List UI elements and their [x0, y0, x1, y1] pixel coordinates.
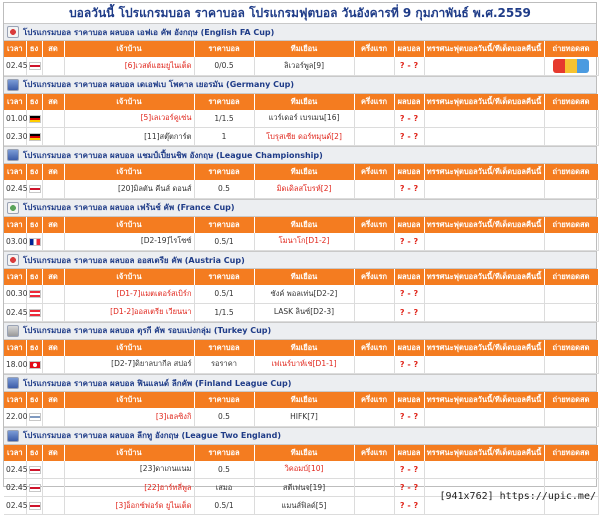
- match-result[interactable]: ? - ?: [394, 479, 424, 497]
- table-row: [4, 128, 598, 146]
- league-name[interactable]: โปรแกรมบอล ราคาบอล ผลบอล ฟินแลนด์ ลีกคัพ (Finland League Cup): [23, 377, 291, 390]
- analysis-cell[interactable]: [424, 233, 544, 251]
- cup-icon: [7, 430, 19, 442]
- result-header: ผลบอล: [394, 340, 424, 356]
- time-header: เวลา: [4, 392, 26, 408]
- home-team[interactable]: [5]เลเวอร์คูเซ่น: [64, 110, 194, 128]
- odds: 0.5/1: [194, 233, 254, 251]
- match-table: [4, 269, 599, 322]
- home-team[interactable]: [D1-7]แมตเตอร์สเบิร์ก: [64, 285, 194, 303]
- table-row: [4, 461, 598, 479]
- away-header: ทีมเยือน: [254, 340, 354, 356]
- home-team[interactable]: [23]ดาเกนแนม: [64, 461, 194, 479]
- flag-at-icon: [29, 290, 41, 298]
- away-header: ทีมเยือน: [254, 164, 354, 180]
- match-result[interactable]: ? - ?: [394, 356, 424, 374]
- league-name[interactable]: โปรแกรมบอล ราคาบอล ผลบอล เอฟเอ คัพ อังกฤษ (English FA Cup): [23, 26, 274, 39]
- kickoff-time: 03.00: [4, 233, 26, 251]
- time-header: เวลา: [4, 217, 26, 233]
- flag-cell: [26, 479, 42, 497]
- time-header: เวลา: [4, 269, 26, 285]
- league-name[interactable]: โปรแกรมบอล ราคาบอล ผลบอล ลีกทู อังกฤษ (League Two England): [23, 429, 281, 442]
- odds: รอราคา: [194, 356, 254, 374]
- odds-header: ราคาบอล: [194, 392, 254, 408]
- away-team[interactable]: โมนาโก[D1-2]: [254, 233, 354, 251]
- live-tv-header: ถ่ายทอดสด: [544, 94, 598, 110]
- match-result[interactable]: ? - ?: [394, 180, 424, 198]
- table-row: [4, 57, 598, 75]
- odds-header: ราคาบอล: [194, 41, 254, 57]
- away-team[interactable]: ลิเวอร์พูล[9]: [254, 57, 354, 75]
- live-cell: [42, 479, 64, 497]
- match-table: [4, 217, 599, 252]
- table-header-row: [4, 94, 598, 110]
- flag-cell: [26, 461, 42, 479]
- live-tv-cell[interactable]: [544, 110, 598, 128]
- away-team[interactable]: มิดเดิลสโบรห์[2]: [254, 180, 354, 198]
- match-table: [4, 392, 599, 427]
- home-team[interactable]: [3]เฮลซิงกิ: [64, 408, 194, 426]
- table-row: [4, 285, 598, 303]
- live-tv-cell[interactable]: [544, 180, 598, 198]
- odds: 0.5/1: [194, 285, 254, 303]
- odds-header: ราคาบอล: [194, 340, 254, 356]
- away-header: ทีมเยือน: [254, 445, 354, 461]
- odds: 0.5/1: [194, 497, 254, 515]
- table-header-row: [4, 164, 598, 180]
- table-header-row: [4, 392, 598, 408]
- flag-header: ธง: [26, 445, 42, 461]
- half-time-score: [354, 285, 394, 303]
- away-team[interactable]: โบรุสเซีย ดอร์ทมุนด์[2]: [254, 128, 354, 146]
- analysis-header: ทรรศนะฟุตบอลวันนี้/ทีเด็ดบอลคืนนี้: [424, 94, 544, 110]
- away-header: ทีมเยือน: [254, 269, 354, 285]
- kickoff-time: 22.00: [4, 408, 26, 426]
- cup-icon: [7, 202, 19, 214]
- odds: 0.5: [194, 408, 254, 426]
- live-tv-header: ถ่ายทอดสด: [544, 392, 598, 408]
- image-host-watermark: [941x762] https://upic.me/: [439, 491, 596, 502]
- match-result[interactable]: ? - ?: [394, 461, 424, 479]
- half-time-header: ครึ่งแรก: [354, 94, 394, 110]
- odds: 1/1.5: [194, 110, 254, 128]
- kickoff-time: 02.45: [4, 479, 26, 497]
- time-header: เวลา: [4, 41, 26, 57]
- match-result[interactable]: ? - ?: [394, 233, 424, 251]
- match-result[interactable]: ? - ?: [394, 128, 424, 146]
- table-header-row: [4, 269, 598, 285]
- league-bar: [4, 374, 596, 392]
- match-result[interactable]: ? - ?: [394, 497, 424, 515]
- flag-de-icon: [29, 115, 41, 123]
- league-name[interactable]: โปรแกรมบอล ราคาบอล ผลบอล เดเอฟเบ โพคาล เยอรมัน (Germany Cup): [23, 78, 294, 91]
- live-header: สด: [42, 217, 64, 233]
- table-row: [4, 303, 598, 321]
- live-tv-cell[interactable]: [544, 57, 598, 75]
- live-tv-cell[interactable]: [544, 356, 598, 374]
- home-team[interactable]: [11]สตุ๊ตการ์ต: [64, 128, 194, 146]
- match-table: [4, 41, 599, 76]
- time-header: เวลา: [4, 94, 26, 110]
- odds-header: ราคาบอล: [194, 217, 254, 233]
- live-tv-cell[interactable]: [544, 233, 598, 251]
- home-header: เจ้าบ้าน: [64, 217, 194, 233]
- home-team[interactable]: [20]มิลตัน คีนส์ ดอนส์: [64, 180, 194, 198]
- leagues-container: [4, 23, 596, 515]
- flag-header: ธง: [26, 340, 42, 356]
- flag-cell: [26, 356, 42, 374]
- away-team[interactable]: HIFK[7]: [254, 408, 354, 426]
- half-time-header: ครึ่งแรก: [354, 445, 394, 461]
- half-time-score: [354, 180, 394, 198]
- away-header: ทีมเยือน: [254, 41, 354, 57]
- half-time-header: ครึ่งแรก: [354, 340, 394, 356]
- result-header: ผลบอล: [394, 94, 424, 110]
- live-tv-cell[interactable]: [544, 303, 598, 321]
- live-tv-cell[interactable]: [544, 285, 598, 303]
- league-name[interactable]: โปรแกรมบอล ราคาบอล ผลบอล เฟร้นช์ คัพ (France Cup): [23, 201, 235, 214]
- time-header: เวลา: [4, 445, 26, 461]
- live-cell: [42, 497, 64, 515]
- odds: 0/0.5: [194, 57, 254, 75]
- flag-eng-icon: [29, 185, 41, 193]
- away-team[interactable]: วิคอมบ์[10]: [254, 461, 354, 479]
- league-name[interactable]: โปรแกรมบอล ราคาบอล ผลบอล ตุรกี คัพ รอบแบ่งกลุ่ม (Turkey Cup): [23, 324, 271, 337]
- flag-header: ธง: [26, 269, 42, 285]
- kickoff-time: 18.00: [4, 356, 26, 374]
- analysis-cell[interactable]: [424, 57, 544, 75]
- match-result[interactable]: ? - ?: [394, 408, 424, 426]
- flag-cell: [26, 303, 42, 321]
- home-team[interactable]: [D2-19]ไรโซซ์: [64, 233, 194, 251]
- half-time-header: ครึ่งแรก: [354, 41, 394, 57]
- half-time-score: [354, 233, 394, 251]
- cup-icon: [7, 377, 19, 389]
- analysis-cell[interactable]: [424, 408, 544, 426]
- table-row: [4, 233, 598, 251]
- live-cell: [42, 461, 64, 479]
- flag-eng-icon: [29, 466, 41, 474]
- match-result[interactable]: ? - ?: [394, 285, 424, 303]
- analysis-header: ทรรศนะฟุตบอลวันนี้/ทีเด็ดบอลคืนนี้: [424, 269, 544, 285]
- half-time-score: [354, 128, 394, 146]
- flag-cell: [26, 497, 42, 515]
- live-header: สด: [42, 392, 64, 408]
- analysis-cell[interactable]: [424, 180, 544, 198]
- league-name[interactable]: โปรแกรมบอล ราคาบอล ผลบอล แชมป์เปี้ยนชิพ อังกฤษ (League Championship): [23, 149, 323, 162]
- kickoff-time: 01.00: [4, 110, 26, 128]
- away-team[interactable]: ซังค์ พอลเท่น[D2-2]: [254, 285, 354, 303]
- home-team[interactable]: [3]อ็อกซ์ฟอร์ด ยูไนเต็ด: [64, 497, 194, 515]
- flag-cell: [26, 233, 42, 251]
- live-cell: [42, 408, 64, 426]
- live-header: สด: [42, 41, 64, 57]
- live-cell: [42, 303, 64, 321]
- home-header: เจ้าบ้าน: [64, 392, 194, 408]
- flag-cell: [26, 57, 42, 75]
- odds-header: ราคาบอล: [194, 164, 254, 180]
- flag-cell: [26, 408, 42, 426]
- result-header: ผลบอล: [394, 269, 424, 285]
- analysis-header: ทรรศนะฟุตบอลวันนี้/ทีเด็ดบอลคืนนี้: [424, 217, 544, 233]
- live-tv-header: ถ่ายทอดสด: [544, 164, 598, 180]
- live-tv-cell[interactable]: [544, 128, 598, 146]
- live-cell: [42, 128, 64, 146]
- live-cell: [42, 285, 64, 303]
- analysis-cell[interactable]: [424, 285, 544, 303]
- home-header: เจ้าบ้าน: [64, 340, 194, 356]
- odds: เสมอ: [194, 479, 254, 497]
- kickoff-time: 02.45: [4, 57, 26, 75]
- table-header-row: [4, 340, 598, 356]
- kickoff-time: 02.45: [4, 497, 26, 515]
- away-team[interactable]: LASK ลินซ์[D2-3]: [254, 303, 354, 321]
- away-header: ทีมเยือน: [254, 94, 354, 110]
- result-header: ผลบอล: [394, 445, 424, 461]
- flag-at-icon: [29, 309, 41, 317]
- cup-icon: [7, 254, 19, 266]
- live-cell: [42, 57, 64, 75]
- result-header: ผลบอล: [394, 217, 424, 233]
- home-team[interactable]: [D1-2]ออสเตรีย เวียนนา: [64, 303, 194, 321]
- flag-cell: [26, 285, 42, 303]
- half-time-header: ครึ่งแรก: [354, 217, 394, 233]
- half-time-header: ครึ่งแรก: [354, 269, 394, 285]
- kickoff-time: 02.45: [4, 461, 26, 479]
- flag-header: ธง: [26, 164, 42, 180]
- live-tv-header: ถ่ายทอดสด: [544, 340, 598, 356]
- flag-de-icon: [29, 133, 41, 141]
- home-team[interactable]: [6]เวสต์แฮมยูไนเต็ด: [64, 57, 194, 75]
- analysis-cell[interactable]: [424, 461, 544, 479]
- home-team[interactable]: [D2-7]ดิยาลบากีล สปอร์: [64, 356, 194, 374]
- flag-tr-icon: [29, 361, 41, 369]
- league-bar: [4, 76, 596, 94]
- analysis-cell[interactable]: [424, 356, 544, 374]
- flag-header: ธง: [26, 217, 42, 233]
- away-team[interactable]: เฟเนร์บาห์เช่[D1-1]: [254, 356, 354, 374]
- half-time-score: [354, 479, 394, 497]
- half-time-score: [354, 303, 394, 321]
- home-header: เจ้าบ้าน: [64, 41, 194, 57]
- match-result[interactable]: ? - ?: [394, 303, 424, 321]
- odds: 1: [194, 128, 254, 146]
- table-header-row: [4, 217, 598, 233]
- time-header: เวลา: [4, 164, 26, 180]
- half-time-score: [354, 356, 394, 374]
- analysis-header: ทรรศนะฟุตบอลวันนี้/ทีเด็ดบอลคืนนี้: [424, 164, 544, 180]
- live-tv-cell[interactable]: [544, 461, 598, 479]
- odds: 1/1.5: [194, 303, 254, 321]
- odds: 0.5: [194, 461, 254, 479]
- flag-fi-icon: [29, 413, 41, 421]
- table-row: [4, 356, 598, 374]
- live-tv-header: ถ่ายทอดสด: [544, 217, 598, 233]
- half-time-header: ครึ่งแรก: [354, 392, 394, 408]
- away-team[interactable]: สตีเฟนจ[19]: [254, 479, 354, 497]
- flag-cell: [26, 110, 42, 128]
- odds-header: ราคาบอล: [194, 94, 254, 110]
- live-header: สด: [42, 164, 64, 180]
- league-bar: [4, 23, 596, 41]
- match-result[interactable]: ? - ?: [394, 57, 424, 75]
- analysis-cell[interactable]: [424, 128, 544, 146]
- result-header: ผลบอล: [394, 164, 424, 180]
- match-table: [4, 94, 599, 147]
- live-header: สด: [42, 340, 64, 356]
- league-bar: [4, 322, 596, 340]
- result-header: ผลบอล: [394, 41, 424, 57]
- flag-eng-icon: [29, 502, 41, 510]
- live-tv-header: ถ่ายทอดสด: [544, 41, 598, 57]
- live-tv-header: ถ่ายทอดสด: [544, 445, 598, 461]
- cup-icon: [7, 149, 19, 161]
- live-cell: [42, 233, 64, 251]
- analysis-header: ทรรศนะฟุตบอลวันนี้/ทีเด็ดบอลคืนนี้: [424, 41, 544, 57]
- home-header: เจ้าบ้าน: [64, 94, 194, 110]
- table-row: [4, 180, 598, 198]
- analysis-header: ทรรศนะฟุตบอลวันนี้/ทีเด็ดบอลคืนนี้: [424, 340, 544, 356]
- match-table: [4, 164, 599, 199]
- cup-icon: [7, 79, 19, 91]
- away-team[interactable]: แวร์เดอร์ เบรเมน[16]: [254, 110, 354, 128]
- cup-icon: [7, 26, 19, 38]
- live-cell: [42, 356, 64, 374]
- flag-eng-icon: [29, 62, 41, 70]
- league-bar: [4, 251, 596, 269]
- home-header: เจ้าบ้าน: [64, 445, 194, 461]
- half-time-score: [354, 497, 394, 515]
- table-header-row: [4, 445, 598, 461]
- match-table: [4, 445, 599, 515]
- half-time-score: [354, 461, 394, 479]
- league-bar: [4, 146, 596, 164]
- program-page: [3, 2, 597, 487]
- table-row: [4, 408, 598, 426]
- cup-icon: [7, 325, 19, 337]
- match-result[interactable]: ? - ?: [394, 110, 424, 128]
- home-header: เจ้าบ้าน: [64, 164, 194, 180]
- league-name[interactable]: โปรแกรมบอล ราคาบอล ผลบอล ออสเตรีย คัพ (Austria Cup): [23, 254, 245, 267]
- half-time-score: [354, 110, 394, 128]
- flag-header: ธง: [26, 392, 42, 408]
- result-header: ผลบอล: [394, 392, 424, 408]
- flag-header: ธง: [26, 41, 42, 57]
- analysis-header: ทรรศนะฟุตบอลวันนี้/ทีเด็ดบอลคืนนี้: [424, 445, 544, 461]
- live-tv-header: ถ่ายทอดสด: [544, 269, 598, 285]
- flag-cell: [26, 180, 42, 198]
- home-team[interactable]: [22]ฮาร์ทลี่พูล: [64, 479, 194, 497]
- live-tv-cell[interactable]: [544, 408, 598, 426]
- flag-cell: [26, 128, 42, 146]
- live-header: สด: [42, 269, 64, 285]
- analysis-cell[interactable]: [424, 110, 544, 128]
- live-header: สด: [42, 94, 64, 110]
- away-header: ทีมเยือน: [254, 217, 354, 233]
- table-row: [4, 110, 598, 128]
- kickoff-time: 02.45: [4, 180, 26, 198]
- half-time-score: [354, 57, 394, 75]
- odds: 0.5: [194, 180, 254, 198]
- flag-fr-icon: [29, 238, 41, 246]
- half-time-header: ครึ่งแรก: [354, 164, 394, 180]
- odds-header: ราคาบอล: [194, 269, 254, 285]
- live-header: สด: [42, 445, 64, 461]
- odds-header: ราคาบอล: [194, 445, 254, 461]
- kickoff-time: 02.30: [4, 128, 26, 146]
- analysis-cell[interactable]: [424, 303, 544, 321]
- match-table: [4, 340, 599, 375]
- analysis-header: ทรรศนะฟุตบอลวันนี้/ทีเด็ดบอลคืนนี้: [424, 392, 544, 408]
- kickoff-time: 02.45: [4, 303, 26, 321]
- league-bar: [4, 427, 596, 445]
- time-header: เวลา: [4, 340, 26, 356]
- league-bar: [4, 199, 596, 217]
- kickoff-time: 00.30: [4, 285, 26, 303]
- tv-channel-logo-icon[interactable]: [553, 59, 589, 73]
- flag-eng-icon: [29, 484, 41, 492]
- away-team[interactable]: แมนส์ฟิลด์[5]: [254, 497, 354, 515]
- live-cell: [42, 110, 64, 128]
- live-cell: [42, 180, 64, 198]
- away-header: ทีมเยือน: [254, 392, 354, 408]
- table-header-row: [4, 41, 598, 57]
- page-title: บอลวันนี้ โปรแกรมบอล ราคาบอล โปรแกรมฟุตบอล วันอังคารที่ 9 กุมภาพันธ์ พ.ศ.2559: [4, 3, 596, 23]
- home-header: เจ้าบ้าน: [64, 269, 194, 285]
- flag-header: ธง: [26, 94, 42, 110]
- half-time-score: [354, 408, 394, 426]
